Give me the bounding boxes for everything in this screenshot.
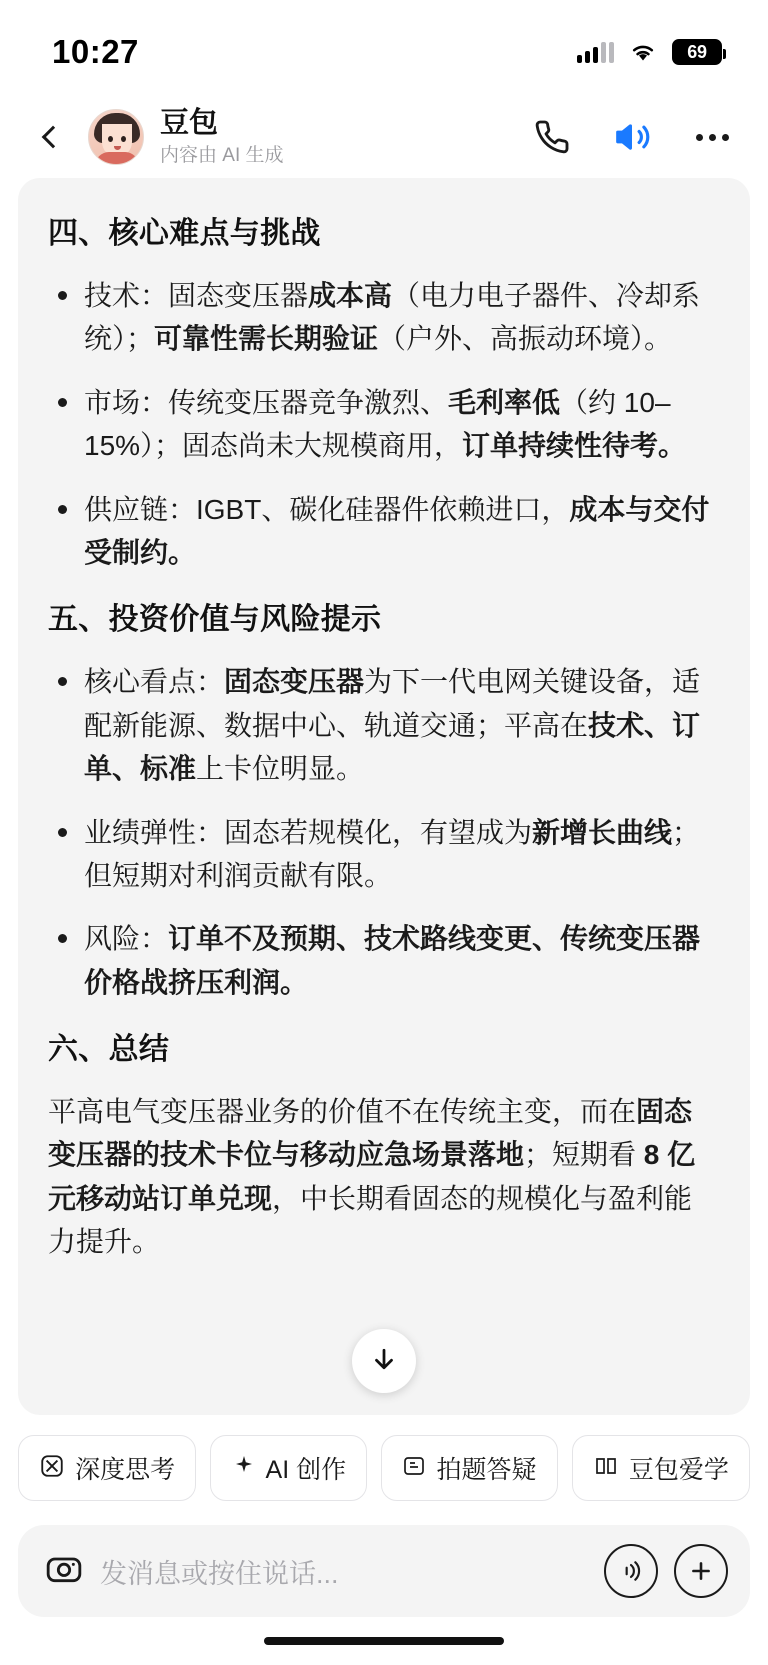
- chat-scroll-area[interactable]: [0, 178, 768, 1415]
- speaker-on-icon[interactable]: [610, 115, 654, 159]
- phone-icon[interactable]: [530, 115, 574, 159]
- camera-icon[interactable]: [44, 1549, 84, 1594]
- voice-wave-icon[interactable]: [604, 1544, 658, 1598]
- arrow-down-icon: [369, 1344, 399, 1379]
- chevron-left-icon: [41, 126, 64, 149]
- status-indicators: [577, 31, 722, 65]
- summary-paragraph: 平高电气变压器业务的价值不在传统主变，而在固态变压器的技术卡位与移动应急场景落地；短期看 8 亿元移动站订单兑现，中长期看固态的规模化与盈利能力提升。: [48, 1096, 696, 1258]
- chip-label: 豆包爱学: [628, 1456, 729, 1484]
- more-horizontal-icon[interactable]: [690, 115, 734, 159]
- chip-photo-answer[interactable]: [381, 1435, 557, 1501]
- ai-create-icon: [232, 1454, 256, 1483]
- message-input-bar: [0, 1515, 768, 1617]
- bullet-list: [48, 274, 720, 574]
- section-heading: 五、投资价值与风险提示: [48, 603, 382, 637]
- list-item: 市场：传统变压器竞争激烈、毛利率低（约 10–15%）；固态尚未大规模商用，订单持续性待考。: [48, 381, 720, 468]
- chip-deep-think[interactable]: [18, 1435, 196, 1501]
- battery-level: 69: [687, 41, 707, 62]
- wifi-icon: [628, 41, 658, 63]
- ai-disclaimer: 内容由 AI 生成: [160, 145, 284, 166]
- section-heading: 六、总结: [48, 1033, 170, 1067]
- back-button[interactable]: [28, 115, 72, 159]
- nav-actions: [530, 115, 734, 159]
- chip-doubao-study[interactable]: [572, 1435, 750, 1501]
- chip-label: 拍题答疑: [436, 1456, 537, 1484]
- nav-title-group: [160, 106, 530, 168]
- list-item: 业绩弹性：固态若规模化，有望成为新增长曲线；但短期对利润贡献有限。: [48, 811, 720, 898]
- chip-label: AI 创作: [265, 1456, 347, 1484]
- quick-action-chips: [0, 1415, 768, 1515]
- list-item: 技术：固态变压器成本高（电力电子器件、冷却系统）；可靠性需长期验证（户外、高振动环境）。: [48, 274, 720, 361]
- book-icon: [593, 1454, 619, 1483]
- chip-ai-create[interactable]: [210, 1435, 367, 1501]
- cellular-signal-icon: [577, 41, 614, 63]
- deep-think-icon: [39, 1453, 65, 1484]
- input-container[interactable]: [18, 1525, 750, 1617]
- bullet-list: [48, 660, 720, 1004]
- section-heading: 四、核心难点与挑战: [48, 217, 321, 250]
- photo-answer-icon: [402, 1454, 426, 1483]
- chip-label: 深度思考: [75, 1456, 176, 1484]
- assistant-message-bubble: [18, 178, 750, 1415]
- plus-icon[interactable]: [674, 1544, 728, 1598]
- status-time: 10:27: [52, 33, 139, 70]
- list-item: 风险：订单不及预期、技术路线变更、传统变压器价格战挤压利润。: [48, 917, 720, 1004]
- list-item: 核心看点：固态变压器为下一代电网关键设备，适配新能源、数据中心、轨道交通；平高在技术、订单、标准上卡位明显。: [48, 660, 720, 790]
- nav-bar: [0, 96, 768, 178]
- message-input[interactable]: 发消息或按住说话...: [100, 1558, 339, 1589]
- battery-icon: [672, 39, 722, 65]
- home-indicator: [0, 1617, 768, 1665]
- status-bar: [0, 0, 768, 96]
- scroll-to-bottom-button[interactable]: [352, 1329, 416, 1393]
- list-item: 供应链：IGBT、碳化硅器件依赖进口，成本与交付受制约。: [48, 488, 720, 575]
- page-title: 豆包: [160, 107, 219, 140]
- avatar[interactable]: [88, 109, 144, 165]
